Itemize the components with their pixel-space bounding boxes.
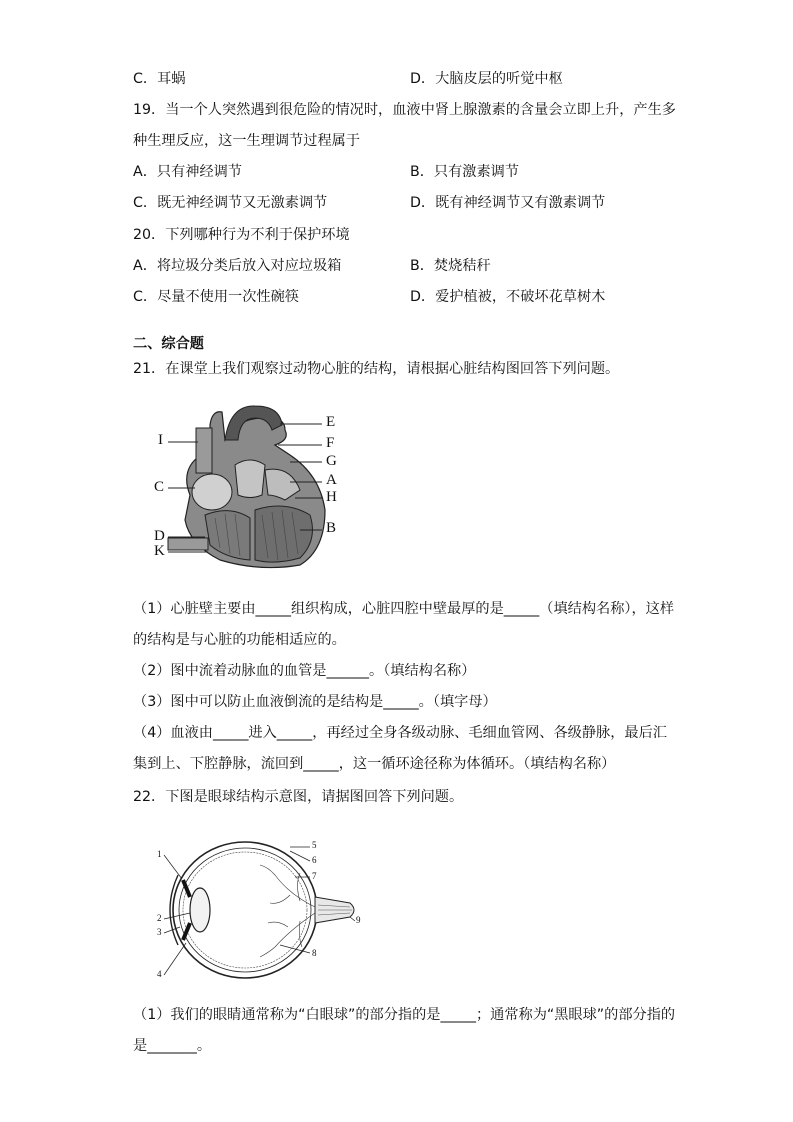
q22-part1-line1: （1）我们的眼睛通常称为“白眼球”的部分指的是_____；通常称为“黑眼球”的部分指的: [133, 1007, 676, 1023]
q20-option-a: A．将垃圾分类后放入对应垃圾箱: [133, 258, 342, 274]
q21-part4-line2: 集到上、下腔静脉，流回到_____，这一循环途径称为体循环。（填结构名称）: [133, 756, 616, 772]
q18-option-c: C．耳蜗: [133, 71, 186, 87]
q20-option-c: C．尽量不使用一次性碗筷: [133, 289, 299, 305]
heart-label-c: C: [154, 479, 165, 495]
section-heading: 二、综合题: [133, 336, 204, 352]
heart-label-f: F: [326, 435, 335, 451]
q22-stem: 22．下图是眼球结构示意图，请据图回答下列问题。: [133, 789, 464, 805]
q19-stem-line1: 19．当一个人突然遇到很危险的情况时，血液中肾上腺激素的含量会立即上升，产生多: [133, 102, 676, 118]
q21-part1-line2: 的结构是与心脏的功能相适应的。: [133, 632, 346, 648]
q19-option-a: A．只有神经调节: [133, 164, 243, 180]
eye-label-7: 7: [312, 871, 317, 881]
heart-label-b: B: [326, 520, 337, 536]
eye-label-1: 1: [157, 849, 162, 859]
heart-label-d: D: [154, 528, 165, 544]
eye-label-6: 6: [312, 855, 317, 865]
q21-stem: 21．在课堂上我们观察过动物心脏的结构，请根据心脏结构图回答下列问题。: [133, 361, 620, 377]
eye-label-4: 4: [157, 969, 162, 979]
q22-part1-line2: 是_______。: [133, 1038, 212, 1054]
q20-option-d: D．爱护植被，不破坏花草树木: [410, 289, 606, 305]
q21-part1-line1: （1）心脏壁主要由_____组织构成，心脏四腔中壁最厚的是_____（填结构名称），这样: [133, 601, 675, 617]
q21-part3: （3）图中可以防止血液倒流的是结构是_____。（填字母）: [133, 694, 497, 710]
q20-option-b: B．焚烧秸秆: [410, 258, 491, 274]
q21-part4-line1: （4）血液由_____进入_____，再经过全身各级动脉、毛细血管网、各级静脉，最后汇: [133, 725, 667, 741]
heart-label-k: K: [154, 543, 165, 559]
heart-label-e: E: [326, 414, 336, 430]
q20-stem: 20．下列哪种行为不利于保护环境: [133, 227, 350, 243]
q21-part2: （2）图中流着动脉血的血管是______。（填结构名称）: [133, 663, 476, 679]
eye-figure: [150, 835, 370, 985]
heart-label-g: G: [326, 453, 337, 469]
heart-figure: [150, 400, 350, 570]
heart-diagram: [150, 400, 350, 570]
q18-option-d: D．大脑皮层的听觉中枢: [410, 71, 563, 87]
heart-label-h: H: [326, 489, 337, 505]
eye-label-2: 2: [157, 913, 162, 923]
eye-diagram: [150, 835, 370, 985]
heart-label-i: I: [158, 432, 163, 448]
eye-label-8: 8: [312, 948, 317, 958]
q19-option-b: B．只有激素调节: [410, 164, 520, 180]
heart-label-a: A: [326, 472, 337, 488]
eye-label-9: 9: [356, 915, 361, 925]
q19-option-d: D．既有神经调节又有激素调节: [410, 195, 606, 211]
q19-option-c: C．既无神经调节又无激素调节: [133, 195, 328, 211]
eye-label-3: 3: [157, 927, 162, 937]
q19-stem-line2: 种生理反应，这一生理调节过程属于: [133, 133, 361, 149]
eye-label-5: 5: [312, 840, 317, 850]
